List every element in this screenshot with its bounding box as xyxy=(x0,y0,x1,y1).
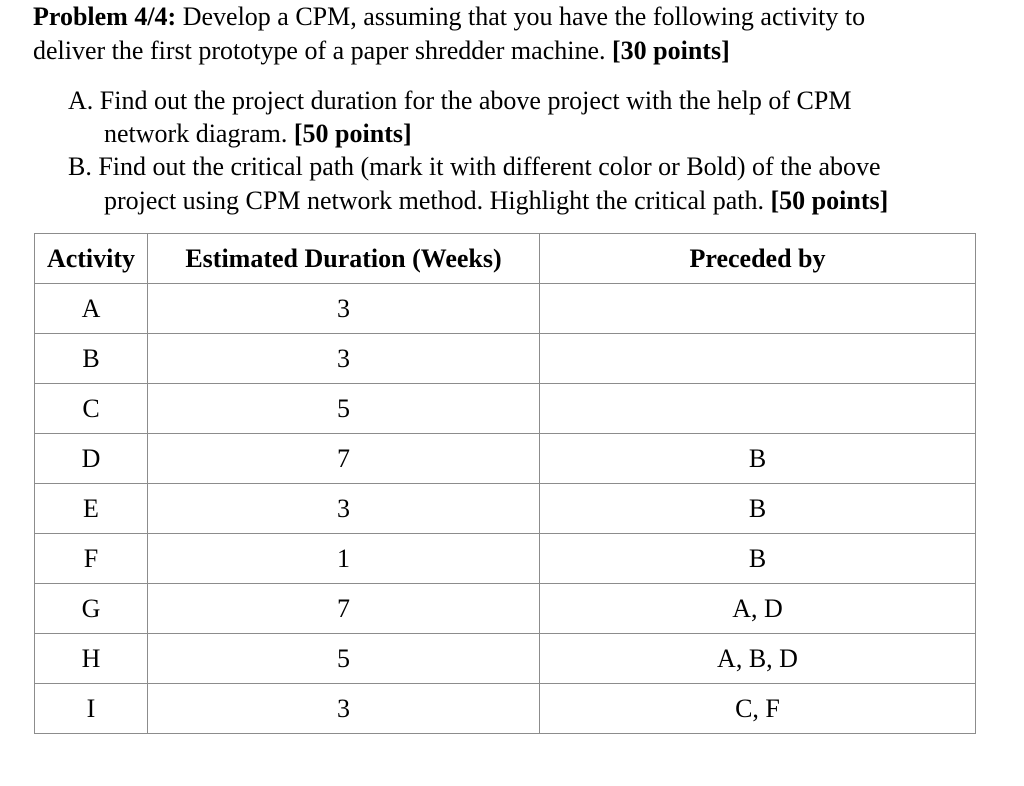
cell-activity: D xyxy=(35,434,148,484)
header-duration: Estimated Duration (Weeks) xyxy=(148,234,540,284)
cell-preceded-by: B xyxy=(540,534,976,584)
cell-duration: 3 xyxy=(148,484,540,534)
cell-activity: B xyxy=(35,334,148,384)
table-row xyxy=(35,584,976,634)
cell-preceded-by: B xyxy=(540,434,976,484)
cell-preceded-by xyxy=(540,384,976,434)
cell-preceded-by: B xyxy=(540,484,976,534)
cell-duration: 5 xyxy=(148,384,540,434)
header-activity: Activity xyxy=(35,234,148,284)
cell-duration: 1 xyxy=(148,534,540,584)
cell-activity: G xyxy=(35,584,148,634)
problem-text-1: Develop a CPM, assuming that you have the following activity to xyxy=(176,2,866,31)
table-row xyxy=(35,684,976,734)
cell-duration: 3 xyxy=(148,684,540,734)
table-row xyxy=(35,284,976,334)
question-b-line-1 xyxy=(68,151,881,183)
question-b-text-2: project using CPM network method. Highlight the critical path. xyxy=(104,186,771,215)
problem-text-2: deliver the first prototype of a paper shredder machine. xyxy=(33,36,612,65)
problem-points: [30 points] xyxy=(612,36,730,65)
table-row xyxy=(35,334,976,384)
cell-preceded-by xyxy=(540,334,976,384)
table-row xyxy=(35,384,976,434)
question-a-text-1: Find out the project duration for the above project with the help of CPM xyxy=(99,86,852,115)
cell-activity: A xyxy=(35,284,148,334)
problem-title-line-1 xyxy=(33,1,865,33)
problem-title-line-2 xyxy=(33,35,730,67)
cell-preceded-by: C, F xyxy=(540,684,976,734)
cell-duration: 7 xyxy=(148,434,540,484)
table-row xyxy=(35,434,976,484)
question-b-text-1: Find out the critical path (mark it with different color or Bold) of the above xyxy=(98,152,881,181)
table-row xyxy=(35,534,976,584)
question-a-line-1 xyxy=(68,85,851,117)
question-b-line-2 xyxy=(104,185,888,217)
question-a-text-2: network diagram. xyxy=(104,119,294,148)
cell-activity: E xyxy=(35,484,148,534)
table-header-row xyxy=(35,234,976,284)
question-b-letter: B. xyxy=(68,152,92,181)
cell-preceded-by xyxy=(540,284,976,334)
cell-activity: C xyxy=(35,384,148,434)
problem-label: Problem 4/4: xyxy=(33,2,177,31)
cell-duration: 3 xyxy=(148,284,540,334)
cell-activity: F xyxy=(35,534,148,584)
cell-duration: 3 xyxy=(148,334,540,384)
question-b-points: [50 points] xyxy=(770,186,889,215)
question-a-line-2 xyxy=(104,118,412,150)
cell-activity: H xyxy=(35,634,148,684)
cell-preceded-by: A, D xyxy=(540,584,976,634)
activity-table xyxy=(34,233,976,734)
cell-duration: 7 xyxy=(148,584,540,634)
cell-duration: 5 xyxy=(148,634,540,684)
header-preceded-by: Preceded by xyxy=(540,234,976,284)
table-row xyxy=(35,484,976,534)
question-a-points: [50 points] xyxy=(293,119,412,148)
cell-preceded-by: A, B, D xyxy=(540,634,976,684)
cell-activity: I xyxy=(35,684,148,734)
question-a-letter: A. xyxy=(68,86,94,115)
table-row xyxy=(35,634,976,684)
